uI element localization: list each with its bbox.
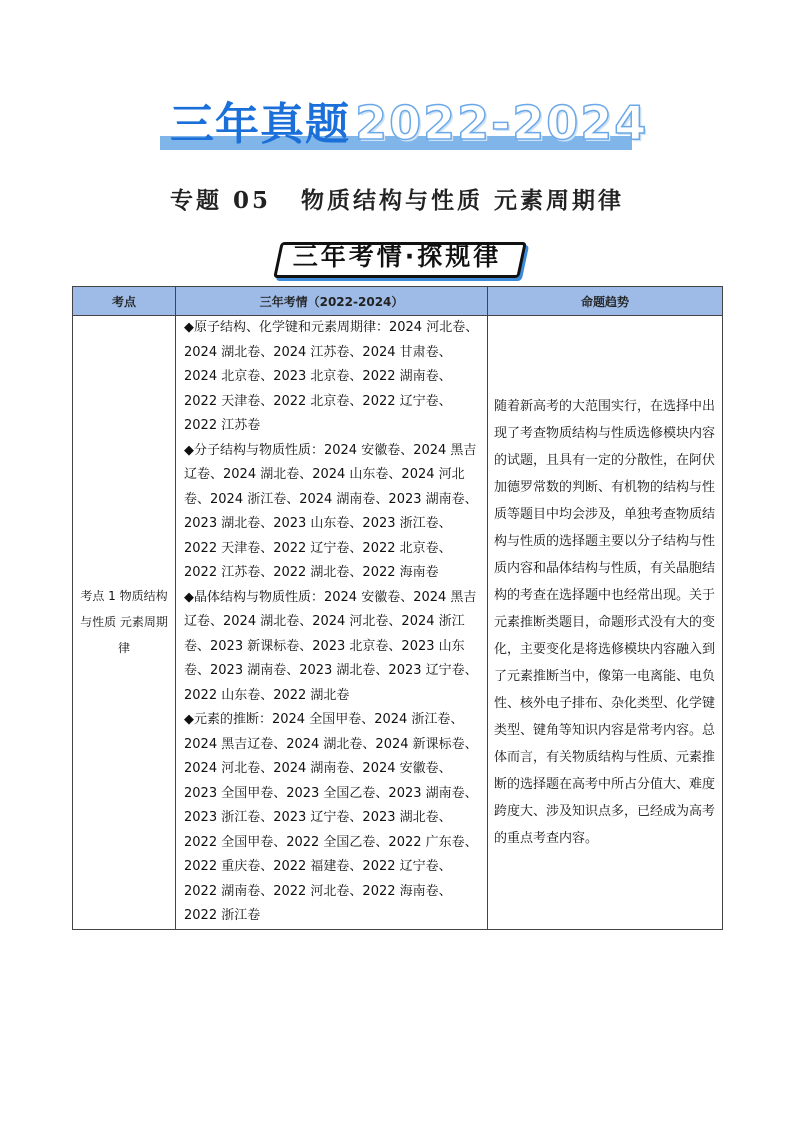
topic-number: 专题 05 (169, 187, 271, 214)
exam-group-molecular-structure: ◆分子结构与物质性质：2024 安徽卷、2024 黑吉辽卷、2024 湖北卷、2024 山东卷、2024 河北卷、2024 浙江卷、2024 湖南卷、2023 湖南卷、2023 湖北卷、2023 山东卷、2023 浙江卷、2022 天津卷、2022 辽宁卷、2022 北京卷、2022 江苏卷、2022 湖北卷、2022 海南卷 (184, 442, 478, 580)
topic-subtitle (0, 182, 794, 215)
exam-group-crystal-structure: ◆晶体结构与物质性质：2024 安徽卷、2024 黑吉辽卷、2024 湖北卷、2024 河北卷、2024 浙江卷、2023 新课标卷、2023 北京卷、2023 山东卷、2023 湖南卷、2023 湖北卷、2023 辽宁卷、2022 山东卷、2022 湖北卷 (184, 589, 478, 703)
exam-group-element-inference: ◆元素的推断：2024 全国甲卷、2024 浙江卷、2024 黑吉辽卷、2024 湖北卷、2024 新课标卷、2024 河北卷、2024 湖南卷、2024 安徽卷、2023 全国甲卷、2023 全国乙卷、2023 湖南卷、2023 浙江卷、2023 辽宁卷、2023 湖北卷、2022 全国甲卷、2022 全国乙卷、2022 广东卷、2022 重庆卷、2022 福建卷、2022 辽宁卷、2022 湖南卷、2022 河北卷、2022 海南卷、2022 浙江卷 (184, 712, 478, 923)
exam-analysis-table (72, 286, 723, 930)
header-exams: 三年考情（2022-2024） (176, 287, 488, 316)
banner-title-cn: 三年真题 (170, 99, 350, 150)
header-point: 考点 (73, 287, 176, 316)
banner-title (170, 98, 648, 159)
section-badge (277, 238, 517, 274)
banner-title-years: 2022-2024 (355, 96, 649, 150)
table-row (73, 316, 723, 930)
cell-exams (176, 316, 488, 930)
cell-point: 考点 1 物质结构与性质 元素周期律 (73, 316, 176, 930)
exam-group-atomic-structure: ◆原子结构、化学键和元素周期律：2024 河北卷、2024 湖北卷、2024 江苏卷、2024 甘肃卷、2024 北京卷、2023 北京卷、2022 湖南卷、2022 天津卷、2022 北京卷、2022 辽宁卷、2022 江苏卷 (184, 320, 479, 433)
badge-text: 三年考情·探规律 (292, 242, 502, 271)
cell-trend: 随着新高考的大范围实行，在选择中出现了考查物质结构与性质选修模块内容的试题，且具有一定的分散性，在阿伏加德罗常数的判断、有机物的结构与性质等题目中均会涉及，单独考查物质结构与性质的选择题主要以分子结构与性质内容和晶体结构与性质，有关晶胞结构的考查在选择题中也经常出现。关于元素推断类题目，命题形式没有大的变化，主要变化是将选修模块内容融入到了元素推断当中，像第一电离能、电负性、核外电子排布、杂化类型、化学键类型、键角等知识内容是常考内容。总体而言，有关物质结构与性质、元素推断的选择题在高考中所占分值大、难度跨度大、涉及知识点多，已经成为高考的重点考查内容。 (488, 316, 723, 930)
table-header-row (73, 287, 723, 316)
title-banner (0, 96, 794, 156)
header-trend: 命题趋势 (488, 287, 723, 316)
topic-name: 物质结构与性质 元素周期律 (301, 187, 625, 214)
